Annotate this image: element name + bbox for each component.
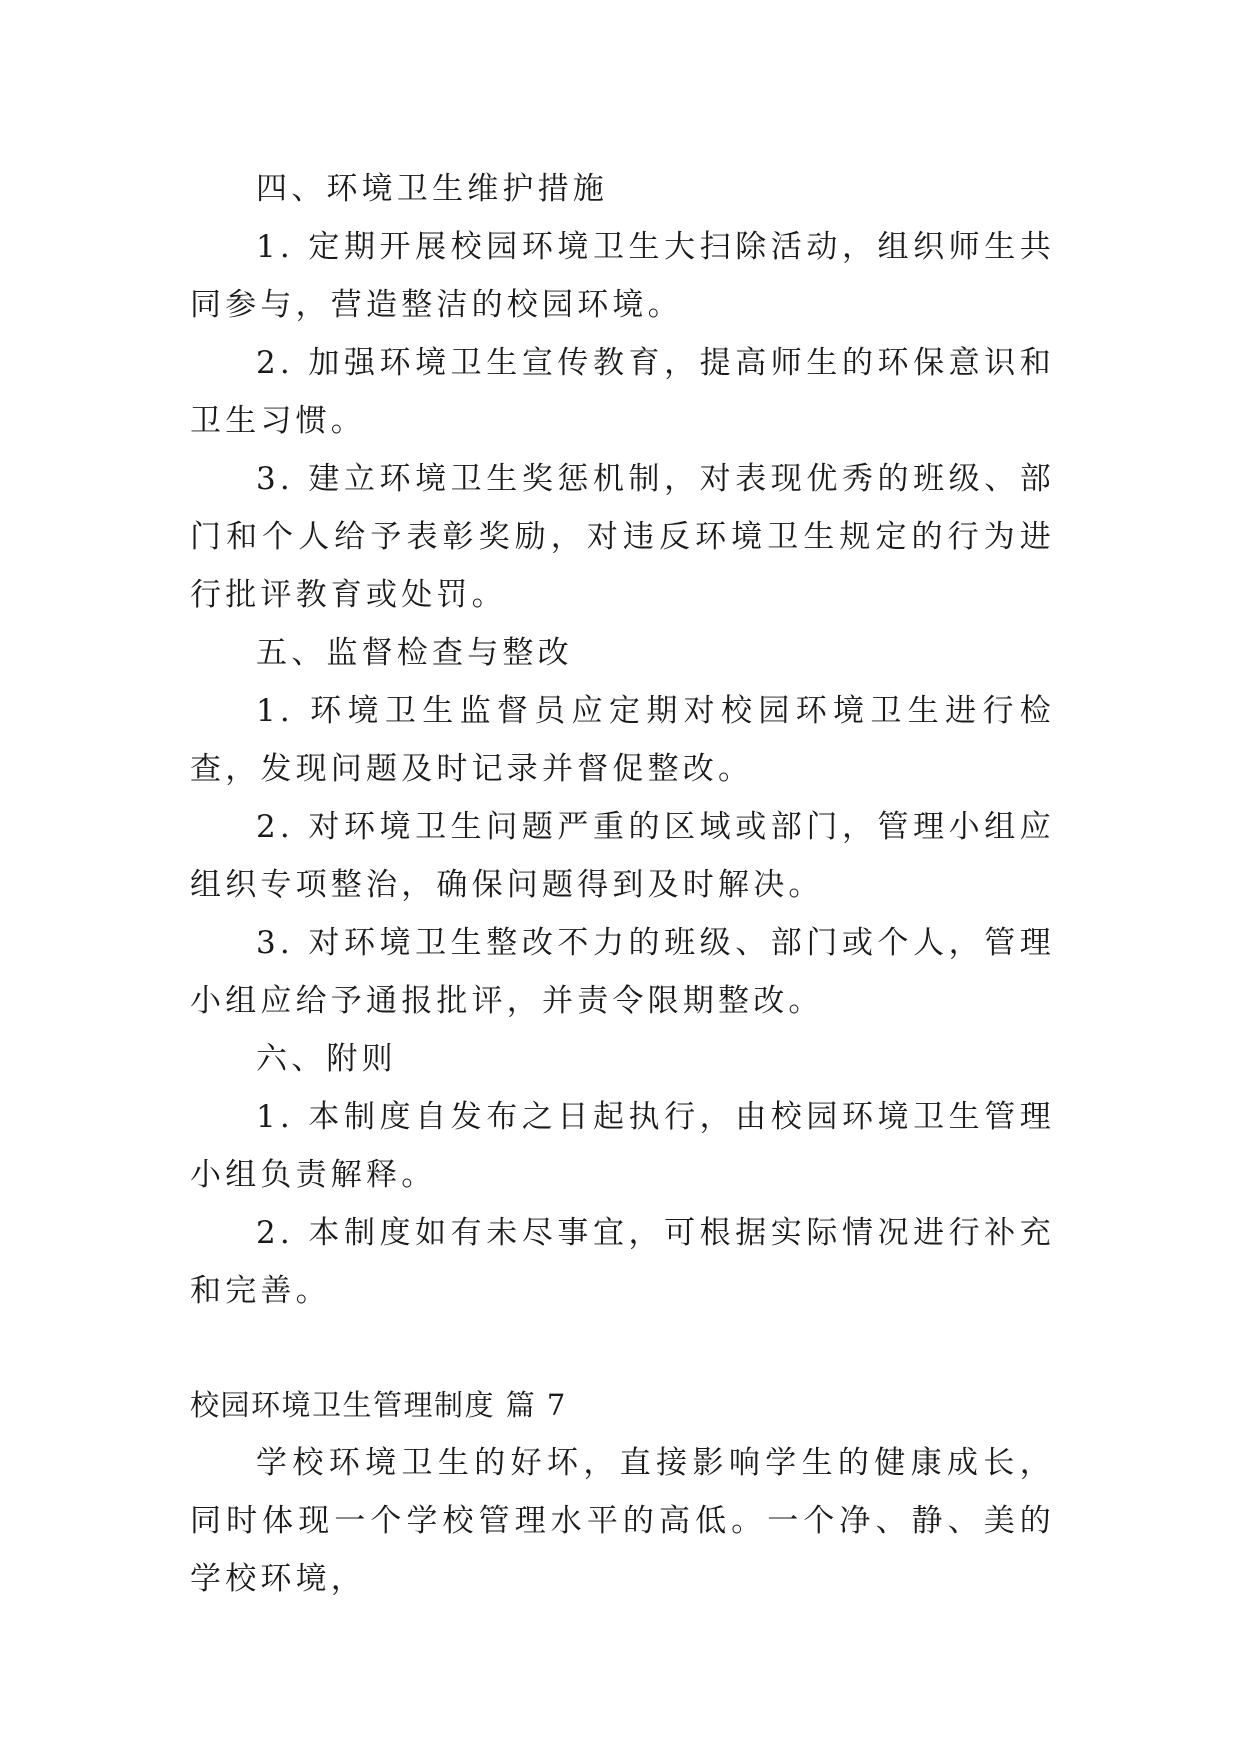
paragraph: 1. 本制度自发布之日起执行，由校园环境卫生管理小组负责解释。 (190, 1099, 1055, 1193)
paragraph: 学校环境卫生的好坏，直接影响学生的健康成长，同时体现一个学校管理水平的高低。一个净、静、美的学校环境， (190, 1445, 1055, 1597)
paragraph: 3. 对环境卫生整改不力的班级、部门或个人，管理小组应给予通报批评，并责令限期整改。 (190, 925, 1055, 1019)
paragraph: 1. 环境卫生监督员应定期对校园环境卫生进行检查，发现问题及时记录并督促整改。 (190, 693, 1055, 787)
article-title: 校园环境卫生管理制度 篇 7 (190, 1388, 567, 1422)
paragraph: 3. 建立环境卫生奖惩机制，对表现优秀的班级、部门和个人给予表彰奖励，对违反环境卫生规定的行为进行批评教育或处罚。 (190, 461, 1055, 613)
document-body (190, 160, 1055, 1608)
section-heading-appendix: 六、附则 (256, 1041, 397, 1077)
section-heading-maintenance: 四、环境卫生维护措施 (256, 171, 608, 207)
paragraph: 1. 定期开展校园环境卫生大扫除活动，组织师生共同参与，营造整洁的校园环境。 (190, 229, 1055, 323)
paragraph: 2. 对环境卫生问题严重的区域或部门，管理小组应组织专项整治，确保问题得到及时解决。 (190, 809, 1055, 903)
section-heading-supervision: 五、监督检查与整改 (256, 635, 573, 671)
paragraph: 2. 加强环境卫生宣传教育，提高师生的环保意识和卫生习惯。 (190, 345, 1055, 439)
paragraph: 2. 本制度如有未尽事宜，可根据实际情况进行补充和完善。 (190, 1215, 1055, 1309)
